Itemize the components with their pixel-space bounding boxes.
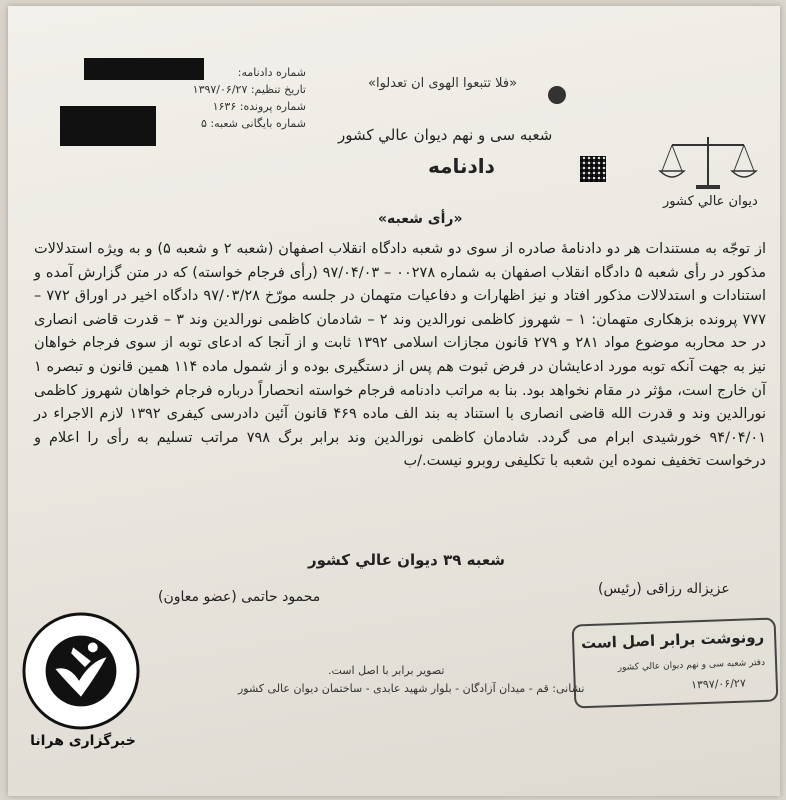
stamp-main-text: رونوشت برابر اصل است	[580, 627, 765, 653]
court-address: نشانی: قم - میدان آزادگان - بلوار شهید عابدی - ساختمان دیوان عالی كشور	[238, 682, 585, 695]
court-branch-line: شعبه سی و نهم دیوان عالي كشور	[338, 126, 553, 144]
hrana-logo	[22, 612, 140, 730]
redaction-bar-2	[60, 106, 156, 146]
meta-line: شماره پرونده: ۱۶۳۶	[212, 100, 306, 113]
signature-deputy: محمود حاتمی (عضو معاون)	[158, 589, 321, 605]
copy-certification: تصویر برابر با اصل است.	[328, 664, 445, 677]
ink-seal-dot	[548, 86, 566, 104]
stamp-date: ۱۳۹۷/۰۶/۲۷	[690, 676, 746, 692]
document-title: دادنامه	[428, 154, 495, 178]
header-meta	[186, 64, 306, 132]
meta-line: شماره دادنامه:	[237, 66, 306, 79]
scales-of-justice-icon	[658, 131, 758, 193]
meta-line: شماره بایگانی شعبه: ۵	[201, 117, 306, 130]
court-name-label: دیوان عالي كشور	[663, 194, 758, 209]
stamp-sub-text: دفتر شعبه سی و نهم دیوان عالي كشور	[617, 657, 766, 673]
ruling-body: از توجّه به مستندات هر دو دادنامهٔ صادره از سوی دو شعبه دادگاه انقلاب اصفهان (شعبه ۲ و شعبه ۵) و به ویژه استدلالات مذكور در رأی شعبه ۵ دادگاه انقلاب اصفهان به شماره ۰۰۲۷۸ – ۹۷/۰۴/۰۳ (رأی فرجام خواسته) كه در متن گزارش آمده و استنادات و استدلالات مذكور افتاد و نیز اظهارات و دفاعیات متهمان در جلسه مورّخ ۹۷/۰۳/۲۸ دادگاه اخیر در اوراق ۷۷۲ – ۷۷۷ پرونده بزهكاری متهمان: ۱ – شهروز كاظمی نورالدین وند ۲ – شادمان كاظمی نورالدین وند ۳ – قدرت قاضی انصاری در حد محاربه موضوع مواد ۲۸۱ و ۲۷۹ قانون مجازات اسلامی ۱۳۹۲ ثابت و از آنجا كه ادعای توبه از سوی فرجام خواهان نیز به جهت آنكه توبه مورد ادعایشان در فرض ثبوت هم پس از دستگیری بوده و از شمول ماده ۱۱۴ همین قانون و تبصره ۱ آن خارج است، مؤثر در مقام نخواهد بود. بنا به مراتب دادنامه فرجام خواسته انحصاراً درباره فرجام خواهان شهروز كاظمی نورالدین وند و قدرت الله قاضی انصاری با استناد به بند الف ماده ۴۶۹ قانون آئین دادرسی كیفری ۱۳۹۲ لازم الاجراء در ۹۴/۰۴/۰۱ خورشیدی ابرام می گردد. شادمان كاظمی نورالدین وند برابر برگ ۷۹۸ مراتب تسلیم به رأی را اعلام و درخواست تخفیف نموده این شعبه با تكلیفی روبرو نیست./ب	[34, 241, 767, 470]
agency-name: خبرگزاری هرانا	[30, 733, 136, 749]
qr-code-icon	[580, 156, 606, 182]
signature-chief: عزیزاله رزاقی (رئیس)	[598, 581, 730, 597]
section-title: «رأی شعبه»	[378, 211, 463, 227]
branch-title: شعبه ۳۹ دیوان عالي كشور	[308, 551, 506, 569]
certified-copy-stamp	[572, 617, 779, 708]
header-quote: «فلا تتبعوا الهوى ان تعدلوا»	[368, 76, 518, 91]
meta-line: تاریخ تنظیم: ۱۳۹۷/۰۶/۲۷	[192, 83, 306, 96]
